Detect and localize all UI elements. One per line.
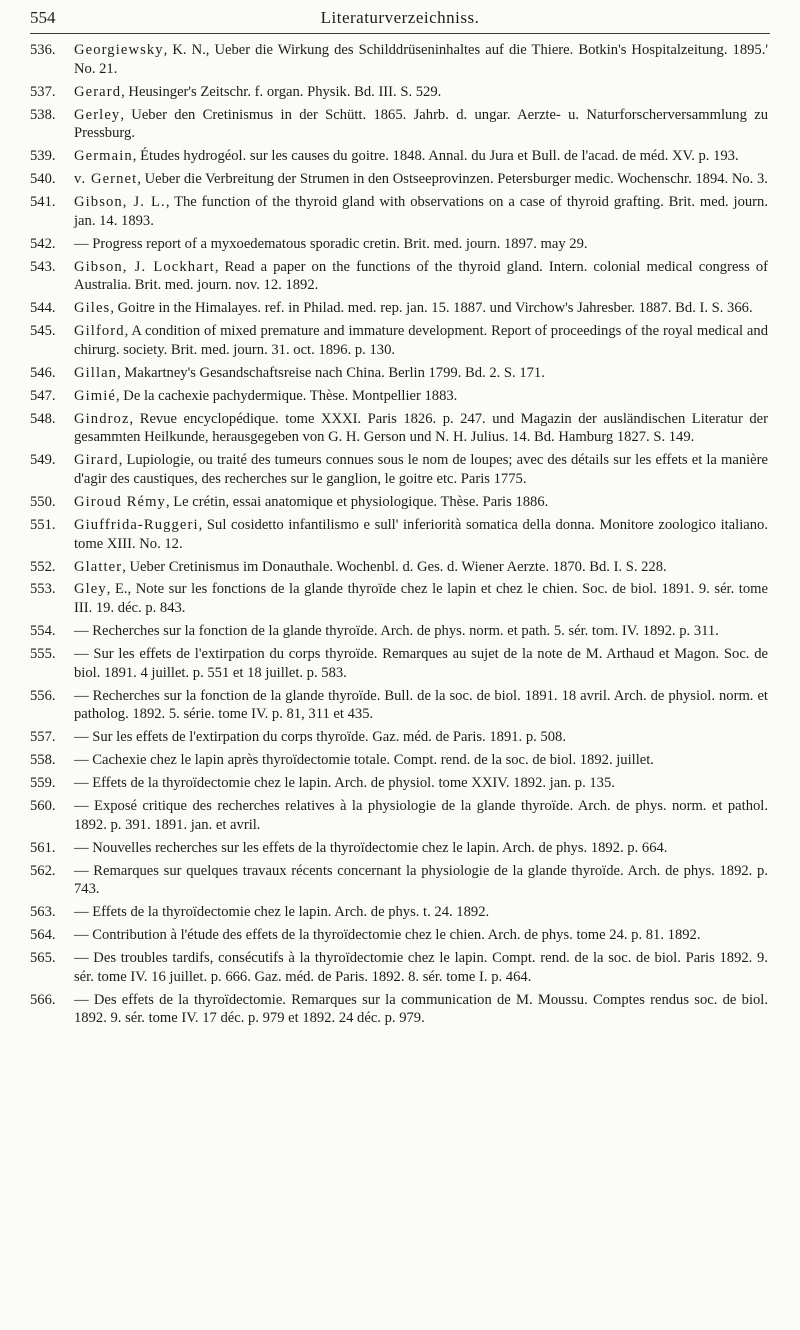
entry-author: Germain xyxy=(74,148,133,165)
bibliography-entry xyxy=(30,147,768,166)
entry-author: Giles xyxy=(74,300,111,317)
entry-author: Girard xyxy=(74,452,119,469)
entry-text xyxy=(74,622,768,641)
entry-citation: , Ueber Cretinismus im Donauthale. Wochenbl. d. Ges. d. Wiener Aerzte. 1870. Bd. I. S. 228. xyxy=(122,558,667,575)
entry-citation: — Recherches sur la fonction de la glande thyroïde. Bull. de la soc. de biol. 1891. 18 avril. Arch. de physiol. norm. et patholog. 1892. 5. série. tome IV. p. 81, 311 et 435. xyxy=(74,687,768,723)
entry-text xyxy=(74,193,768,230)
entry-citation: — Effets de la thyroïdectomie chez le lapin. Arch. de physiol. tome XXIV. 1892. jan. p. 135. xyxy=(74,775,615,792)
entry-number: 559. xyxy=(30,775,56,792)
entry-text xyxy=(74,687,768,724)
entry-text xyxy=(74,558,768,577)
page-header xyxy=(30,4,770,34)
entry-number: 560. xyxy=(30,798,56,815)
entry-citation: , Heusinger's Zeitschr. f. organ. Physik. Bd. III. S. 529. xyxy=(121,83,442,100)
bibliography-list xyxy=(30,41,768,1032)
header-rule xyxy=(30,33,770,34)
entry-text xyxy=(74,451,768,488)
entry-number: 548. xyxy=(30,410,56,427)
bibliography-entry xyxy=(30,170,768,189)
entry-citation: — Exposé critique des recherches relatives à la physiologie de la glande thyroïde. Arch. de phys. norm. et pathol. 1892. p. 391. 1891. jan. et avril. xyxy=(74,798,768,833)
entry-number: 536. xyxy=(30,42,56,58)
entry-citation: — Sur les effets de l'extirpation du corps thyroïde. Remarques au sujet de la note de M. Arthaud et Magon. Soc. de biol. 1891. 4 juillet. p. 551 et 18 juillet. p. 583. xyxy=(74,646,768,681)
entry-author: Gibson, J. L. xyxy=(74,194,166,211)
bibliography-entry xyxy=(30,839,768,858)
entry-citation: , Makartney's Gesandschaftsreise nach China. Berlin 1799. Bd. 2. S. 171. xyxy=(117,364,545,381)
bibliography-entry xyxy=(30,751,768,770)
entry-citation: — Remarques sur quelques travaux récents concernant la physiologie de la glande thyroïde. Arch. de phys. 1892. p. 743. xyxy=(74,862,768,898)
entry-text xyxy=(74,106,768,143)
entry-number: 552. xyxy=(30,558,56,575)
bibliography-entry xyxy=(30,258,768,295)
entry-author: Gibson, J. Lockhart xyxy=(74,258,215,275)
entry-number: 542. xyxy=(30,235,56,252)
entry-citation: , Études hydrogéol. sur les causes du goitre. 1848. Annal. du Jura et Bull. de l'acad. de méd. XV. p. 193. xyxy=(132,148,739,165)
entry-number: 566. xyxy=(30,991,56,1008)
entry-text xyxy=(74,493,768,512)
entry-text xyxy=(74,580,768,617)
entry-text xyxy=(74,862,768,899)
entry-number: 545. xyxy=(30,323,56,340)
bibliography-entry xyxy=(30,797,768,834)
bibliography-entry xyxy=(30,322,768,359)
running-title: Literaturverzeichniss. xyxy=(320,8,480,27)
entry-number: 538. xyxy=(30,106,56,123)
bibliography-entry xyxy=(30,235,768,254)
bibliography-entry xyxy=(30,622,768,641)
entry-text xyxy=(74,170,768,189)
entry-citation: , Revue encyclopédique. tome XXXI. Paris 1826. p. 247. und Magazin der ausländischen Literatur der gesammten Heilkunde, herausgegeben von G. H. Gerson und N. H. Julius. 14. Bd. Hamburg 1827. S. 149. xyxy=(74,410,768,446)
entry-citation: — Nouvelles recherches sur les effets de la thyroïdectomie chez le lapin. Arch. de phys. 1892. p. 664. xyxy=(74,839,668,856)
entry-author: Georgiewsky xyxy=(74,42,164,58)
entry-text xyxy=(74,147,768,166)
bibliography-entry xyxy=(30,299,768,318)
entry-text xyxy=(74,322,768,359)
entry-author: Glatter xyxy=(74,558,123,575)
entry-citation: , Lupiologie, ou traité des tumeurs connues sous le nom de loupes; avec des détails sur les effets et la manière d'agir des caustiques, des recherches sur le ganglion, le goitre etc. Paris 1775. xyxy=(74,452,768,487)
entry-number: 537. xyxy=(30,83,56,100)
entry-number: 543. xyxy=(30,258,56,275)
bibliography-entry xyxy=(30,949,768,986)
bibliography-entry xyxy=(30,558,768,577)
entry-citation: , Ueber den Cretinismus in der Schütt. 1865. Jahrb. d. ungar. Aerzte- u. Naturforscherversammlung zu Pressburg. xyxy=(74,106,768,142)
page-number: 554 xyxy=(30,8,56,27)
entry-text xyxy=(74,774,768,793)
entry-citation: , Sul cosidetto infantilismo e sull' inferiorità somatica della donna. Monitore zoologico italiano. tome XIII. No. 12. xyxy=(74,516,768,552)
entry-author: v. Gernet xyxy=(74,171,138,188)
entry-number: 565. xyxy=(30,950,56,967)
entry-number: 550. xyxy=(30,493,56,510)
entry-text xyxy=(74,364,768,383)
entry-citation: , The function of the thyroid gland with observations on a case of thyroid grafting. Brit. med. journ. jan. 14. 1893. xyxy=(74,194,768,229)
entry-text xyxy=(74,991,768,1028)
bibliography-entry xyxy=(30,862,768,899)
entry-number: 563. xyxy=(30,904,56,921)
entry-text xyxy=(74,926,768,945)
entry-number: 564. xyxy=(30,927,56,944)
entry-citation: — Des effets de la thyroïdectomie. Remarques sur la communication de M. Moussu. Comptes rendus soc. de biol. 1892. 9. sér. tome IV. 17 déc. p. 979 et 1892. 24 déc. p. 979. xyxy=(74,991,768,1027)
entry-text xyxy=(74,235,768,254)
entry-text xyxy=(74,387,768,406)
entry-author: Gindroz xyxy=(74,410,130,427)
bibliography-entry xyxy=(30,903,768,922)
entry-citation: , E., Note sur les fonctions de la glande thyroïde chez le lapin et chez le chien. Soc. de biol. 1891. 9. sér. tome III. 19. déc. p. 843. xyxy=(74,581,768,617)
entry-author: Gerley xyxy=(74,106,121,123)
bibliography-entry xyxy=(30,774,768,793)
entry-citation: , Ueber die Verbreitung der Strumen in den Ostseeprovinzen. Petersburger medic. Wochenschr. 1894. No. 3. xyxy=(137,171,768,188)
entry-number: 547. xyxy=(30,387,56,404)
entry-author: Gillan xyxy=(74,364,118,381)
entry-citation: — Cachexie chez le lapin après thyroïdectomie totale. Compt. rend. de la soc. de biol. 1892. juillet. xyxy=(74,752,654,769)
entry-number: 540. xyxy=(30,171,56,188)
entry-number: 549. xyxy=(30,452,56,469)
bibliography-entry xyxy=(30,451,768,488)
bibliography-entry xyxy=(30,580,768,617)
entry-number: 546. xyxy=(30,364,56,381)
entry-number: 558. xyxy=(30,752,56,769)
entry-text xyxy=(74,41,768,78)
entry-number: 553. xyxy=(30,581,56,598)
entry-number: 561. xyxy=(30,839,56,856)
bibliography-entry xyxy=(30,106,768,143)
entry-text xyxy=(74,258,768,295)
entry-citation: — Progress report of a myxoedematous sporadic cretin. Brit. med. journ. 1897. may 29. xyxy=(74,235,588,252)
entry-citation: , K. N., Ueber die Wirkung des Schilddrüseninhaltes auf die Thiere. Botkin's Hospitalzeitung. 1895.' No. 21. xyxy=(74,42,768,77)
entry-number: 541. xyxy=(30,194,56,211)
bibliography-entry xyxy=(30,83,768,102)
bibliography-entry xyxy=(30,516,768,553)
entry-citation: , A condition of mixed premature and immature development. Report of proceedings of the royal medical and chirurg. society. Brit. med. journ. 31. oct. 1896. p. 130. xyxy=(74,323,768,358)
entry-author: Gley xyxy=(74,581,107,598)
entry-text xyxy=(74,728,768,747)
entry-citation: , Le crétin, essai anatomique et physiologique. Thèse. Paris 1886. xyxy=(165,493,549,510)
entry-citation: — Contribution à l'étude des effets de la thyroïdectomie chez le chien. Arch. de phys. tome 24. p. 81. 1892. xyxy=(74,927,701,944)
bibliography-entry xyxy=(30,645,768,682)
entry-number: 556. xyxy=(30,687,56,704)
entry-number: 555. xyxy=(30,646,56,663)
bibliography-entry xyxy=(30,493,768,512)
entry-text xyxy=(74,751,768,770)
entry-text xyxy=(74,83,768,102)
bibliography-entry xyxy=(30,926,768,945)
entry-number: 554. xyxy=(30,623,56,640)
bibliography-entry xyxy=(30,687,768,724)
entry-number: 539. xyxy=(30,148,56,165)
entry-citation: — Effets de la thyroïdectomie chez le lapin. Arch. de phys. t. 24. 1892. xyxy=(74,904,490,921)
entry-author: Giroud Rémy xyxy=(74,493,166,510)
entry-text xyxy=(74,839,768,858)
entry-author: Gilford xyxy=(74,323,125,340)
entry-citation: , Read a paper on the functions of the thyroid gland. Intern. colonial medical congress of Australia. Brit. med. journ. nov. 12. 1892. xyxy=(74,258,769,294)
entry-text xyxy=(74,949,768,986)
entry-text xyxy=(74,410,768,447)
entry-text xyxy=(74,299,768,318)
entry-text xyxy=(74,516,768,553)
bibliography-entry xyxy=(30,387,768,406)
entry-citation: , De la cachexie pachydermique. Thèse. Montpellier 1883. xyxy=(115,387,458,404)
bibliography-entry xyxy=(30,41,768,78)
entry-text xyxy=(74,903,768,922)
bibliography-entry xyxy=(30,364,768,383)
entry-author: Gimié xyxy=(74,387,116,404)
entry-author: Giuffrida-Ruggeri xyxy=(74,516,199,533)
bibliography-entry xyxy=(30,991,768,1028)
entry-number: 544. xyxy=(30,300,56,317)
entry-number: 551. xyxy=(30,516,56,533)
entry-citation: — Sur les effets de l'extirpation du corps thyroïde. Gaz. méd. de Paris. 1891. p. 508. xyxy=(74,729,566,746)
bibliography-entry xyxy=(30,193,768,230)
bibliography-entry xyxy=(30,410,768,447)
entry-number: 562. xyxy=(30,862,56,879)
entry-text xyxy=(74,645,768,682)
entry-number: 557. xyxy=(30,729,56,746)
entry-text xyxy=(74,797,768,834)
entry-author: Gerard xyxy=(74,83,122,100)
bibliography-entry xyxy=(30,728,768,747)
entry-citation: — Recherches sur la fonction de la glande thyroïde. Arch. de phys. norm. et path. 5. sér. tom. IV. 1892. p. 311. xyxy=(74,623,719,640)
entry-citation: , Goitre in the Himalayes. ref. in Philad. med. rep. jan. 15. 1887. und Virchow's Jahresber. 1887. Bd. I. S. 366. xyxy=(110,300,753,317)
entry-citation: — Des troubles tardifs, consécutifs à la thyroïdectomie chez le lapin. Compt. rend. de la soc. de biol. Paris 1892. 9. sér. tome IV. 16 juillet. p. 666. Gaz. méd. de Paris. 1892. 8. sér. tome I. p. 464. xyxy=(74,950,768,985)
